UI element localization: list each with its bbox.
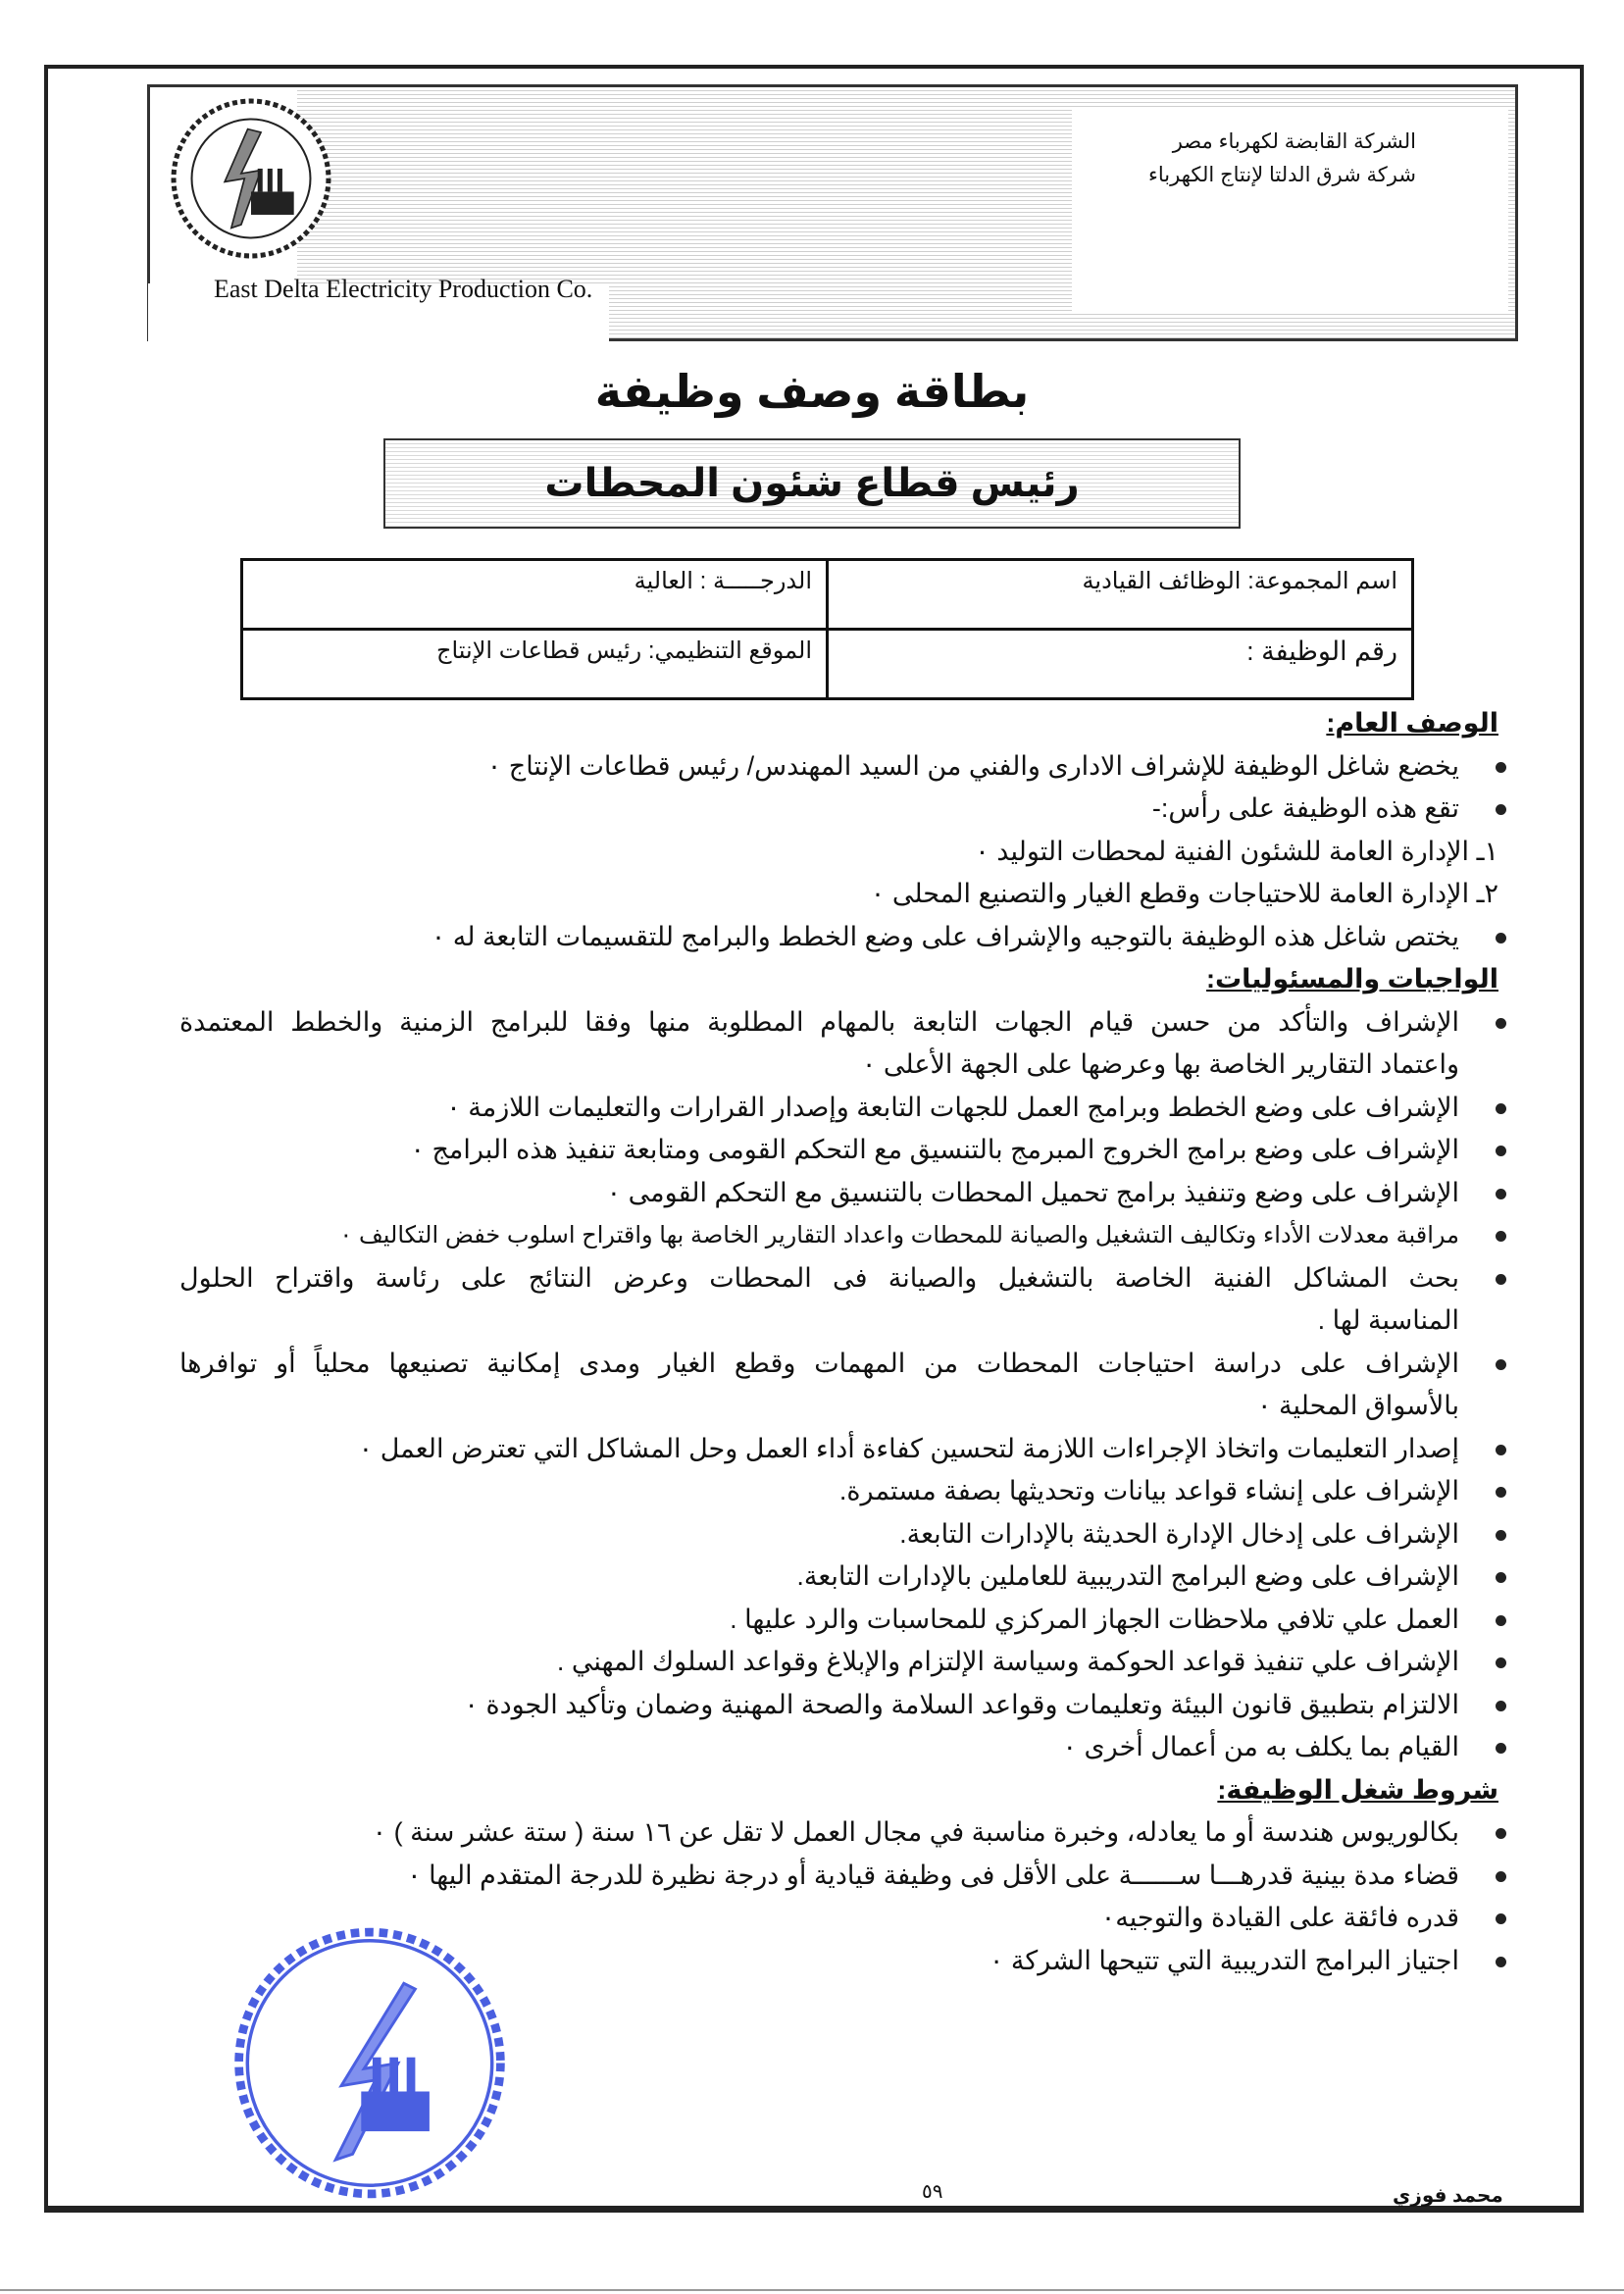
list-item: الالتزام بتطبيق قانون البيئة وتعليمات وقواعد السلامة والصحة المهنية وضمان وتأكيد الجودة ٠ xyxy=(179,1684,1498,1727)
list-item: الإشراف علي تنفيذ قواعد الحوكمة وسياسة الإلتزام والإبلاغ وقواعد السلوك المهني . xyxy=(179,1641,1498,1684)
numbered-item: ١ـ الإدارة العامة للشئون الفنية لمحطات التوليد ٠ xyxy=(975,836,1498,866)
org-position-cell: الموقع التنظيمي: رئيس قطاعات الإنتاج xyxy=(242,630,828,699)
company-name: شركة شرق الدلتا لإنتاج الكهرباء xyxy=(1148,164,1416,186)
document-title: بطاقة وصف وظيفة xyxy=(594,366,1030,417)
page-number: ٥٩ xyxy=(922,2181,943,2203)
section-heading-duties: الواجبات والمسئوليات: xyxy=(1206,964,1498,994)
document-body xyxy=(179,702,1498,1982)
list-item: قضاء مدة بينية قدرهـــا ســــــة على الأقل فى وظيفة قيادية أو درجة نظيرة للدرجة المتقدم اليها ٠ xyxy=(179,1855,1498,1898)
list-item: الإشراف والتأكد من حسن قيام الجهات التابعة بالمهام المطلوبة منها وفقا للبرامج الزمنية والخطط المعتمدة xyxy=(179,1001,1498,1045)
list-item: الإشراف على إدخال الإدارة الحديثة بالإدارات التابعة. xyxy=(179,1513,1498,1556)
list-item: الإشراف على دراسة احتياجات المحطات من المهمات وقطع الغيار ومدى إمكانية تصنيعها محلياً أو توافرها xyxy=(179,1343,1498,1386)
list-item: الإشراف على وضع وتنفيذ برامج تحميل المحطات بالتنسيق مع التحكم القومى ٠ xyxy=(179,1172,1498,1215)
numbered-item: ٢ـ الإدارة العامة للاحتياجات وقطع الغيار والتصنيع المحلى ٠ xyxy=(870,879,1498,908)
grade-cell: الدرجـــــة : العالية xyxy=(242,560,828,630)
company-stamp xyxy=(228,1918,512,2208)
list-item-continuation: المناسبة لها . xyxy=(1317,1305,1459,1335)
section-heading-general: الوصف العام: xyxy=(1326,708,1498,738)
list-item: القيام بما يكلف به من أعمال أخرى ٠ xyxy=(179,1726,1498,1769)
list-item: الإشراف على إنشاء قواعد بيانات وتحديثها بصفة مستمرة. xyxy=(179,1470,1498,1513)
company-english-name: East Delta Electricity Production Co. xyxy=(214,275,593,303)
list-item: الإشراف على وضع الخطط وبرامج العمل للجهات التابعة وإصدار القرارات والتعليمات اللازمة ٠ xyxy=(179,1087,1498,1130)
group-cell: اسم المجموعة: الوظائف القيادية xyxy=(828,560,1413,630)
list-item: يخضع شاغل الوظيفة للإشراف الادارى والفني من السيد المهندس/ رئيس قطاعات الإنتاج ٠ xyxy=(179,745,1498,789)
list-item: مراقبة معدلات الأداء وتكاليف التشغيل والصيانة للمحطات واعداد التقارير الخاصة بها واقتراح اسلوب خفض التكاليف ٠ xyxy=(179,1214,1498,1257)
list-item: الإشراف على وضع برامج الخروج المبرمج بالتنسيق مع التحكم القومى ومتابعة تنفيذ هذه البرامج ٠ xyxy=(179,1129,1498,1172)
job-title-box xyxy=(383,438,1241,529)
list-item: العمل علي تلافي ملاحظات الجهاز المركزي للمحاسبات والرد عليها . xyxy=(179,1599,1498,1642)
company-logo xyxy=(169,96,333,261)
list-item: إصدار التعليمات واتخاذ الإجراءات اللازمة لتحسين كفاءة أداء العمل وحل المشاكل التي تعترض العمل ٠ xyxy=(179,1428,1498,1471)
list-item: اجتياز البرامج التدريبية التي تتيحها الشركة ٠ xyxy=(179,1940,1498,1983)
job-number-cell: رقم الوظيفة : xyxy=(828,630,1413,699)
list-item: بكالوريوس هندسة أو ما يعادله، وخبرة مناسبة في مجال العمل لا تقل عن ١٦ سنة ( ستة عشر سنة ) ٠ xyxy=(179,1811,1498,1855)
holding-company: الشركة القابضة لكهرباء مصر xyxy=(1172,130,1416,153)
list-item: قدره فائقة على القيادة والتوجيه٠ xyxy=(179,1897,1498,1940)
list-item: الإشراف على وضع البرامج التدريبية للعاملين بالإدارات التابعة. xyxy=(179,1555,1498,1599)
company-arabic-name xyxy=(1148,126,1416,192)
list-item-continuation: واعتماد التقارير الخاصة بها وعرضها على الجهة الأعلى ٠ xyxy=(861,1049,1459,1079)
list-item: يختص شاغل هذه الوظيفة بالتوجيه والإشراف على وضع الخطط والبرامج للتقسيمات التابعة له ٠ xyxy=(179,916,1498,959)
job-title: رئيس قطاع شئون المحطات xyxy=(544,462,1080,505)
list-item: بحث المشاكل الفنية الخاصة بالتشغيل والصيانة فى المحطات وعرض النتائج على رئاسة واقتراح الحلول xyxy=(179,1257,1498,1300)
list-item: تقع هذه الوظيفة على رأس:- xyxy=(179,788,1498,831)
job-info-table xyxy=(240,558,1414,700)
scan-edge-line xyxy=(0,2289,1624,2291)
list-item-continuation: بالأسواق المحلية ٠ xyxy=(1256,1391,1459,1420)
section-heading-requirements: شروط شغل الوظيفة: xyxy=(1217,1774,1498,1805)
signature: محمد فوزي xyxy=(1393,2185,1503,2207)
